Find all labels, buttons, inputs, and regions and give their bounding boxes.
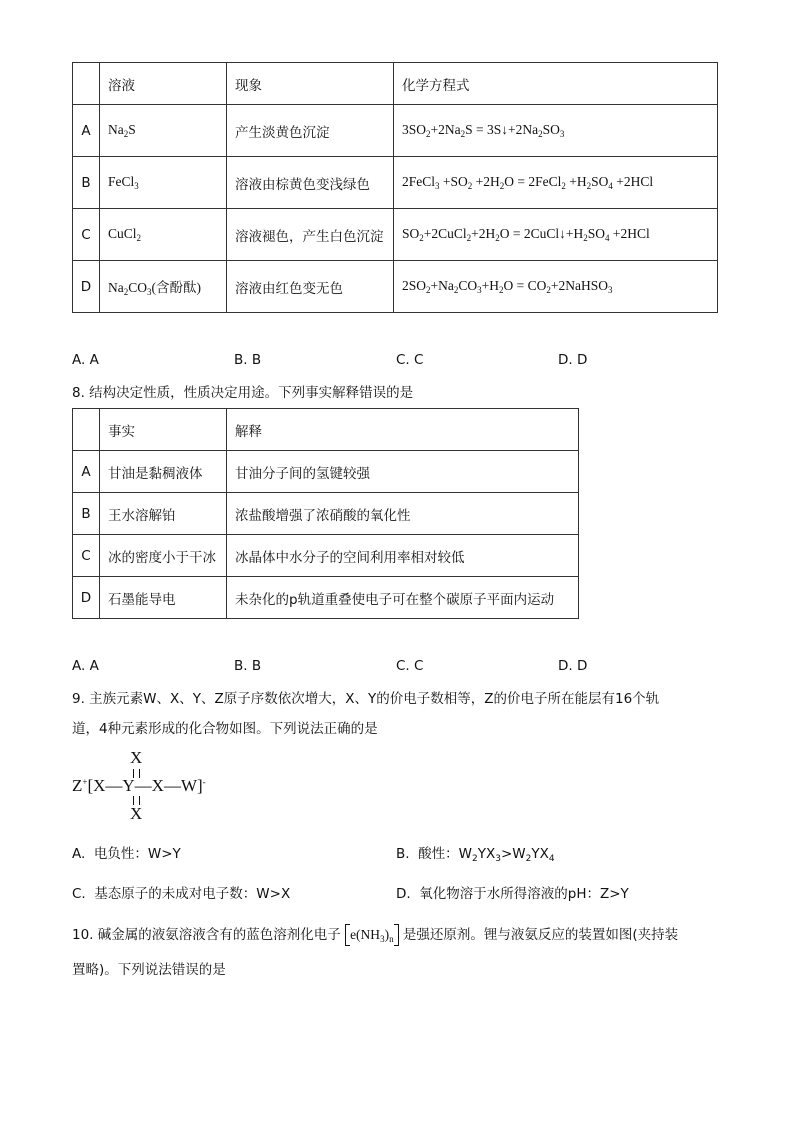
question-10-line1 — [72, 920, 722, 954]
anion-charge: - — [202, 777, 206, 787]
table-row — [73, 577, 579, 619]
option-label: A. — [72, 846, 86, 862]
table-row — [73, 105, 718, 157]
option-text: 基态原子的未成对电子数：W>X — [94, 886, 291, 902]
phenomenon-cell: 溶液褪色，产生白色沉淀 — [227, 209, 394, 261]
question-8-text: 8. 结构决定性质，性质决定用途。下列事实解释错误的是 — [72, 385, 414, 401]
row-label: D — [73, 577, 100, 619]
header-fact: 事实 — [100, 409, 227, 451]
choice-d[interactable]: D. D — [558, 352, 588, 368]
structure-formula — [72, 776, 206, 796]
solution-cell: $Na_2CO_3$(含酚酞) — [100, 261, 227, 313]
answer-choices-q8 — [72, 658, 732, 674]
explain-cell: 浓盐酸增强了浓硝酸的氧化性 — [227, 493, 579, 535]
structure-cation: Z — [72, 776, 83, 795]
choice-a[interactable]: A. A — [72, 352, 99, 368]
fact-cell: 冰的密度小于干冰 — [100, 535, 227, 577]
equation-cell: $SO_2+2CuCl_2+2H_2O$ = $2CuCl↓+H_2SO_4 +2HCl$ — [394, 209, 718, 261]
reaction-table — [72, 62, 718, 313]
header-phenomenon: 现象 — [227, 63, 394, 105]
row-label: A — [73, 105, 100, 157]
question-9-line2: 道，4种元素形成的化合物如图。下列说法正确的是 — [72, 721, 378, 737]
explain-cell: 未杂化的p轨道重叠使电子可在整个碳原子平面内运动 — [227, 577, 579, 619]
header-explain: 解释 — [227, 409, 579, 451]
row-label: C — [73, 535, 100, 577]
bracket-right — [394, 924, 399, 946]
row-label: B — [73, 493, 100, 535]
choice-c[interactable]: C. C — [396, 352, 424, 368]
option-text: 氧化物溶于水所得溶液的pH：Z>Y — [419, 886, 629, 902]
option-label: B. — [396, 846, 410, 862]
table-row — [73, 451, 579, 493]
fact-cell: 石墨能导电 — [100, 577, 227, 619]
phenomenon-cell: 溶液由棕黄色变浅绿色 — [227, 157, 394, 209]
phenomenon-cell: 产生淡黄色沉淀 — [227, 105, 394, 157]
choice-b[interactable]: B. B — [234, 658, 262, 674]
table-row — [73, 261, 718, 313]
bottom-atom: X — [130, 804, 143, 823]
structure-anion: [X—Y—X—W] — [87, 776, 203, 795]
top-atom: X — [130, 748, 143, 767]
table-header-row — [73, 63, 718, 105]
table-row — [73, 209, 718, 261]
fact-cell: 王水溶解铂 — [100, 493, 227, 535]
solution-cell: FeCl$_3$ — [100, 157, 227, 209]
solution-cell: $Na_2S$ — [100, 105, 227, 157]
choice-b[interactable]: B. B — [234, 352, 262, 368]
solution-cell: CuCl$_2$ — [100, 209, 227, 261]
row-label: B — [73, 157, 100, 209]
header-cell — [73, 63, 100, 105]
header-cell — [73, 409, 100, 451]
fact-table — [72, 408, 579, 619]
explain-cell: 甘油分子间的氢键较强 — [227, 451, 579, 493]
fact-cell: 甘油是黏稠液体 — [100, 451, 227, 493]
question-10-text-b: 是强还原剂。锂与液氨反应的装置如图(夹持装 — [402, 927, 679, 943]
option-text: 酸性：$W_2YX_3>W_2YX_4$ — [418, 846, 555, 864]
row-label: D — [73, 261, 100, 313]
cation-charge: + — [82, 777, 88, 787]
row-label: A — [73, 451, 100, 493]
choice-a[interactable]: A. A — [72, 658, 99, 674]
option-label: D. — [396, 886, 411, 902]
header-equation: 化学方程式 — [394, 63, 718, 105]
option-label: C. — [72, 886, 86, 902]
table-row — [73, 493, 579, 535]
table-row — [73, 157, 718, 209]
solvated-electron-formula: $e(NH_3)_n$ — [350, 927, 394, 944]
question-10-line2: 置略)。下列说法错误的是 — [72, 962, 226, 978]
table-row — [73, 535, 579, 577]
option-c[interactable] — [72, 882, 290, 902]
option-b[interactable] — [396, 842, 555, 864]
choice-c[interactable]: C. C — [396, 658, 424, 674]
row-label: C — [73, 209, 100, 261]
header-solution: 溶液 — [100, 63, 227, 105]
answer-choices-q7 — [72, 352, 732, 368]
equation-cell: 2FeCl$_3$ $+SO_2 +2H_2O$ = 2FeCl$_2$ $+H_2SO_4 +2HCl$ — [394, 157, 718, 209]
choice-d[interactable]: D. D — [558, 658, 588, 674]
question-9-line1: 9. 主族元素W、X、Y、Z原子序数依次增大，X、Y的价电子数相等，Z的价电子所在能层有16个轨 — [72, 691, 660, 707]
equation-cell: $2SO_2+Na_2CO_3+H_2O$ = $CO_2+2NaHSO_3$ — [394, 261, 718, 313]
question-10-text-a: 10. 碱金属的液氨溶液含有的蓝色溶剂化电子 — [72, 927, 341, 943]
equation-cell: $3SO_2+2Na_2S$ = $3S↓+2Na_2SO_3$ — [394, 105, 718, 157]
option-a[interactable] — [72, 842, 181, 862]
table-header-row — [73, 409, 579, 451]
option-d[interactable] — [396, 882, 629, 902]
explain-cell: 冰晶体中水分子的空间利用率相对较低 — [227, 535, 579, 577]
option-text: 电负性：W>Y — [93, 846, 181, 862]
phenomenon-cell: 溶液由红色变无色 — [227, 261, 394, 313]
structure-diagram — [72, 750, 262, 822]
